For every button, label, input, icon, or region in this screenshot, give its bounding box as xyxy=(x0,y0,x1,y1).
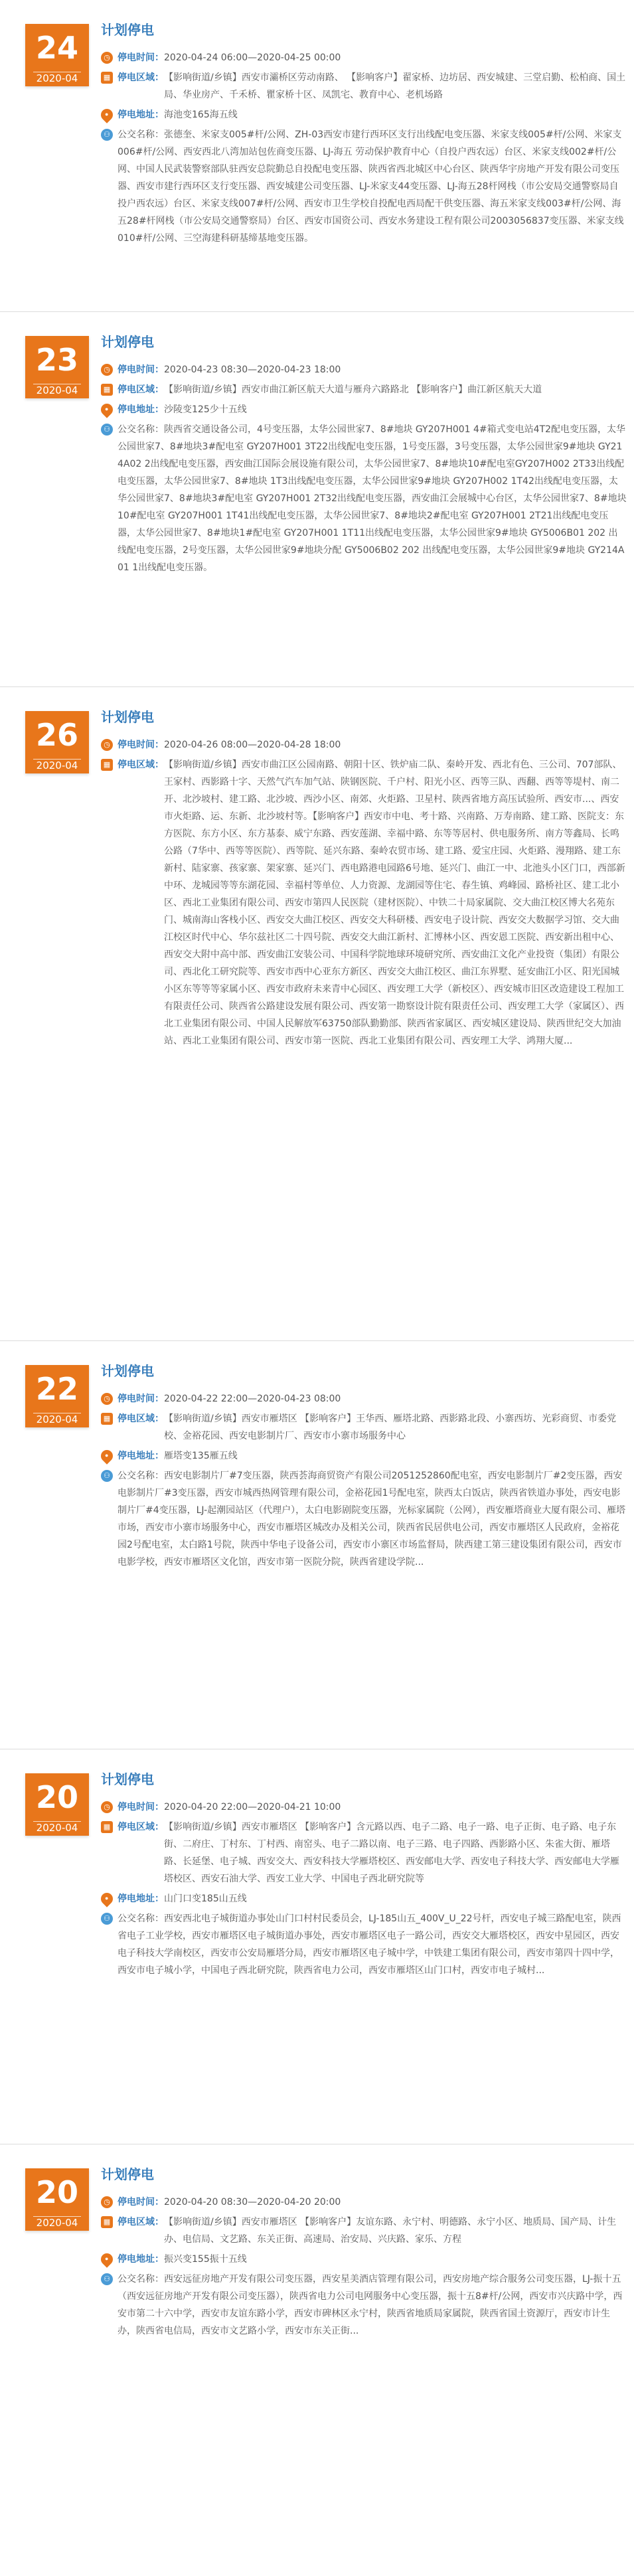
location-pin-icon: • xyxy=(98,2251,115,2267)
area-icon: ▦ xyxy=(101,72,113,84)
outage-address-value: 雁塔变135雁五线 xyxy=(164,1451,238,1461)
affected-customer-value: 公交名称：西安电影制片厂#7变压器，陕西荟海商贸资产有限公司2051252860配电室，西安电影制片厂#2变压器，西安电影制片厂#3变压器，西安市城西热网管理有限公司，金裕花园1号配电室，陕西太白饭店，陕西省铁道办事处，西安电影制片厂#4变压器，LJ-起潮园站区（代理户），太白电影剧院变压器，光标家属院（公网），西安雁塔商业大厦有限公司、雁塔市场，西安市小寨市场服务中心，西安市雁塔区城改办及相关公司，陕西省民居供电公司，西安市雁塔区人民政府，金裕花园2号配电室，太白路1号院，陕西中华电子设备公司，西安市小寨区市场监督局，陕西建工第三建设集团有限公司，西安市电影学校，西安市雁塔区文化馆，西安市第一医院分院，陕西省建设学院... xyxy=(118,1471,626,1568)
outage-address-label: 停电地址： xyxy=(118,110,164,120)
area-icon: ▦ xyxy=(101,1821,113,1833)
notice-title-link[interactable]: 计划停电 xyxy=(101,709,154,725)
outage-time-row xyxy=(101,2194,627,2211)
outage-area-row xyxy=(101,2214,627,2248)
notice-title-link[interactable]: 计划停电 xyxy=(101,22,154,38)
user-icon: ⚇ xyxy=(101,1913,113,1925)
outage-notice-item[interactable] xyxy=(0,687,634,1341)
affected-customer-row xyxy=(101,2271,627,2340)
outage-address-value: 振兴变155振十五线 xyxy=(164,2254,247,2265)
outage-area-value: 【影响街道/乡镇】西安市灞桥区劳动南路、 【影响客户】翟家桥、边坊居、西安城建、三堂启勤、松柏商、国土局、华业房产、千禾桥、瞿家桥十区、凤凯宅、教育中心、老机场路 xyxy=(164,72,626,100)
notice-title-link[interactable]: 计划停电 xyxy=(101,334,154,350)
date-year-month: 2020-04 xyxy=(33,2216,81,2231)
outage-time-value: 2020-04-20 08:30—2020-04-20 20:00 xyxy=(164,2197,341,2208)
outage-time-label: 停电时间： xyxy=(118,2197,164,2208)
date-badge xyxy=(25,1365,89,1427)
date-day: 20 xyxy=(35,1779,78,1815)
notice-content xyxy=(101,1360,627,1573)
outage-address-row xyxy=(101,2251,627,2268)
outage-area-label: 停电区域： xyxy=(118,72,164,83)
area-icon: ▦ xyxy=(101,759,113,771)
outage-time-row xyxy=(101,361,627,378)
date-day: 22 xyxy=(35,1371,78,1407)
outage-time-value: 2020-04-23 08:30—2020-04-23 18:00 xyxy=(164,364,341,375)
outage-address-label: 停电地址： xyxy=(118,404,164,415)
notice-content xyxy=(101,1768,627,1982)
outage-time-row xyxy=(101,1799,627,1816)
affected-customer-row xyxy=(101,1910,627,1979)
outage-time-value: 2020-04-24 06:00—2020-04-25 00:00 xyxy=(164,52,341,63)
outage-area-row xyxy=(101,1818,627,1888)
outage-area-label: 停电区域： xyxy=(118,384,164,395)
outage-time-row xyxy=(101,736,627,754)
outage-time-label: 停电时间： xyxy=(118,740,164,750)
affected-customer-value: 公交名称：西安西北电子城街道办事处山门口村村民委员会，LJ-185山五_400V_U_22号杆，西安电子城三路配电室，陕西省电子工业学校，西安市雁塔区电子城街道办事处，西安市雁塔区电子一路公司，西安交大雁塔校区，西安中星园区，西安电子科技大学南校区，西安市公安局雁塔分局，西安市雁塔区电子城中学，中铁建工集团有限公司，西安市第四十四中学，西安市电子城小学，中国电子西北研究院，陕西省电力公司，西安市雁塔区山门口村，西安市电子城村... xyxy=(118,1913,621,1976)
notice-title-link[interactable]: 计划停电 xyxy=(101,2166,154,2182)
outage-area-row xyxy=(101,381,627,398)
outage-area-label: 停电区域： xyxy=(118,1822,164,1832)
location-pin-icon: • xyxy=(98,1447,115,1464)
notice-content xyxy=(101,2163,627,2342)
outage-address-label: 停电地址： xyxy=(118,1893,164,1904)
date-year-month: 2020-04 xyxy=(33,1821,81,1836)
clock-icon: ◷ xyxy=(101,1393,113,1405)
outage-area-row xyxy=(101,69,627,104)
user-icon: ⚇ xyxy=(101,424,113,436)
date-day: 20 xyxy=(35,2174,78,2210)
outage-address-value: 沙陵变125少十五线 xyxy=(164,404,247,415)
outage-time-label: 停电时间： xyxy=(118,1394,164,1404)
date-day: 24 xyxy=(35,30,78,66)
user-icon: ⚇ xyxy=(101,1470,113,1482)
outage-time-label: 停电时间： xyxy=(118,1802,164,1812)
date-year-month: 2020-04 xyxy=(33,72,81,86)
user-icon: ⚇ xyxy=(101,2273,113,2285)
affected-customer-value: 公交名称：张德奎、米家支005#杆/公网、ZH-03西安市建行西环区支行出线配电变压器、米家支线005#杆/公网、米家支006#杆/公网、西安西北八湾加站包佐商变压器、LJ-海五 劳动保护教育中心（自投户西农远）台区、米家支线002#杆/公网、中国人民武装警察部队驻西安总院勤总自投配电变压器、陕西省西北城区中心台区、陕西华宇房地产开发有限公司变压器、西安市建行西环区支行变压器、西安城建公司变压器、LJ-米家支44变压器、LJ-海五28杆网栈（市公安局交通警察局自投户西农远）台区、米家支线007#杆/公网、西安市卫生学校自投配电西局配干供变压器、海五米家支线003#杆/公网、海五28#杆网栈（市公安局交通警察局）台区、西安市国资公司、西安水务建设工程有限公司2003056837变压器、米家支线010#杆/公网、三空海建科研基缔基地变压器。 xyxy=(118,129,624,244)
notice-title-link[interactable]: 计划停电 xyxy=(101,1771,154,1787)
location-pin-icon: • xyxy=(98,1890,115,1907)
outage-notice-item[interactable] xyxy=(0,312,634,687)
outage-area-value: 【影响街道/乡镇】西安市雁塔区 【影响客户】友谊东路、永宁村、明德路、永宁小区、地质局、国产局、计生办、电信局、文艺路、东关正街、高速局、治安局、兴庆路、家乐、方程 xyxy=(164,2217,617,2245)
notice-title-link[interactable]: 计划停电 xyxy=(101,1363,154,1379)
notice-content xyxy=(101,331,627,579)
area-icon: ▦ xyxy=(101,1413,113,1425)
outage-area-value: 【影响街道/乡镇】西安市雁塔区 【影响客户】含元路以西、电子二路、电子一路、电子正街、电子路、电子东街、二府庄、丁村东、丁村西、南窑头、电子二路以南、电子三路、电子四路、西影路小区、朱雀大街、雁塔路、长延堡、电子城、西安交大、西安科技大学雁塔校区、西安邮电大学、西安电子科技大学、西安邮电大学雁塔校区、西安石油大学、西安工业大学、中国电子西北研究院等 xyxy=(164,1822,619,1884)
date-year-month: 2020-04 xyxy=(33,759,81,773)
outage-address-value: 山门口变185山五线 xyxy=(164,1893,247,1904)
affected-customer-row xyxy=(101,1467,627,1571)
outage-area-label: 停电区域： xyxy=(118,760,164,770)
date-year-month: 2020-04 xyxy=(33,1413,81,1427)
date-badge xyxy=(25,1773,89,1836)
clock-icon: ◷ xyxy=(101,1801,113,1813)
outage-address-label: 停电地址： xyxy=(118,1451,164,1461)
outage-time-row xyxy=(101,1390,627,1408)
outage-time-label: 停电时间： xyxy=(118,52,164,63)
outage-area-label: 停电区域： xyxy=(118,1413,164,1424)
date-day: 23 xyxy=(35,342,78,378)
outage-area-label: 停电区域： xyxy=(118,2217,164,2227)
date-badge xyxy=(25,336,89,398)
affected-customer-row xyxy=(101,421,627,576)
notice-content xyxy=(101,19,627,250)
outage-address-value: 海池变165海五线 xyxy=(164,110,238,120)
affected-customer-row xyxy=(101,126,627,247)
outage-address-row xyxy=(101,106,627,123)
outage-notice-item[interactable] xyxy=(0,2144,634,2576)
outage-area-row xyxy=(101,1410,627,1445)
outage-address-label: 停电地址： xyxy=(118,2254,164,2265)
outage-area-row xyxy=(101,756,627,1050)
date-year-month: 2020-04 xyxy=(33,384,81,398)
clock-icon: ◷ xyxy=(101,52,113,64)
outage-area-value: 【影响街道/乡镇】西安市曲江新区航天大道与雁舟六路路北 【影响客户】曲江新区航天大道 xyxy=(164,384,542,395)
user-icon: ⚇ xyxy=(101,129,113,141)
outage-time-value: 2020-04-20 22:00—2020-04-21 10:00 xyxy=(164,1802,341,1812)
outage-address-row xyxy=(101,1447,627,1465)
outage-time-value: 2020-04-22 22:00—2020-04-23 08:00 xyxy=(164,1394,341,1404)
date-badge xyxy=(25,2168,89,2231)
outage-notice-item[interactable] xyxy=(0,0,634,312)
location-pin-icon: • xyxy=(98,401,115,418)
outage-time-label: 停电时间： xyxy=(118,364,164,375)
area-icon: ▦ xyxy=(101,384,113,396)
date-badge xyxy=(25,24,89,86)
notice-content xyxy=(101,706,627,1052)
date-day: 26 xyxy=(35,717,78,753)
outage-area-value: 【影响街道/乡镇】西安市雁塔区 【影响客户】王华西、雁塔北路、西影路北段、小寨西坊、光彩商贸、市委党校、金裕花园、西安电影制片厂、西安市小寨市场服务中心 xyxy=(164,1413,617,1441)
clock-icon: ◷ xyxy=(101,364,113,376)
clock-icon: ◷ xyxy=(101,739,113,751)
outage-area-value: 【影响街道/乡镇】西安市曲江区公园南路、朝阳十区、铁炉庙二队、秦岭开发、西北有色、三公司、707部队、王家村、西影路十字、天然气汽车加气站、陕钢医院、千户村、阳光小区、西等三队、西翻、西等等堤村、南二开、北沙坡村、建工路、北沙坡、西沙小区、南郊、火炬路、卫星村、陕西省地方高压试验所、西安市...、西安市火炬路、运、东新、北沙坡村等。【影响客户】西安市中电、考十路、兴南路、万寿南路、建工路、医院支：东方医院、东方小区、东方基泰、威宁东路、西安莲湖、幸福中路、东等等居村、供电服务所、南方等鑫局、长鸣公路（7华中、西等等医院）、西等院、延兴东路、秦岭农贸市场、建工路、爱宝庄园、火炬路、漫翔路、建工东新村、陆家寨、孩家寨、架家寨、延兴门、西电路港电园路6号地、延兴门、曲江一中、北池头小区门口，西部新中环、龙城园等等东湖花园、幸福村等单位、人力资源、龙湖园等住宅、春生镇、鸡峰园、路桥社区、建工北小区、西北工业集团有限公司、西安市第四人民医院（建材医院）、中铁二十局家属院、交大曲江校区博大名苑东门、城南海山客栈小区、西安交大曲江校区、西安交大科研楼、西安电子设计院、西安交大数据学习馆、交大曲江校区时代中心、华尔兹社区二十四号院、西安交大曲江新村、汇博林小区、西安恩工医院、西安新出租中心、西安交大附中高中部、西安曲江安装公司、中国科学院地球环境研究所、西安曲江文化产业投资（集团）有限公司、西北化工研究院等、西安市西中心亚东方新区、西安交大曲江校区、曲江东界墅、延安曲江小区、阳光国城小区东等等等家属小区、西安市政府未来青中心园区、西安理工大学（新校区）、西安城市旧区改造建设工程加工有限责任公司、陕西省公路建设发展有限公司、西安第一勘察设计院有限责任公司、西安理工大学（家属区）、西北工业集团有限公司、中国人民解放军63750部队勤勤部、陕西省家属区、西安城区建设局、陕西世纪交大加油站、西北工业集团有限公司、西安市第一医院、西北工业集团有限公司、西安理工大学、鸿翔大厦... xyxy=(164,760,625,1046)
outage-time-row xyxy=(101,49,627,66)
affected-customer-value: 公交名称：西安远征房地产开发有限公司变压器，西安星美酒店管理有限公司，西安房地产综合服务公司变压器，LJ-振十五（西安远征房地产开发有限公司变压器），陕西省电力公司电网服务中心变压器，振十五8#杆/公网，西安市兴庆路中学，西安市第二十六中学，西安市友谊东路小学，西安市碑林区永宁村，陕西省地质局家属院，陕西省国土资源厅，西安市计生办，陕西省电信局，西安市文艺路小学，西安市东关正街... xyxy=(118,2274,623,2336)
outage-address-row xyxy=(101,1890,627,1907)
outage-address-row xyxy=(101,401,627,418)
area-icon: ▦ xyxy=(101,2216,113,2228)
outage-notice-item[interactable] xyxy=(0,1749,634,2144)
date-badge xyxy=(25,711,89,773)
location-pin-icon: • xyxy=(98,106,115,123)
clock-icon: ◷ xyxy=(101,2196,113,2208)
outage-notice-item[interactable] xyxy=(0,1341,634,1749)
outage-time-value: 2020-04-26 08:00—2020-04-28 18:00 xyxy=(164,740,341,750)
affected-customer-value: 公交名称：陕西省交通设备公司，4号变压器，太华公园世家7、8#地块 GY207H001 4#箱式变电站4T2配电变压器，太华公园世家7、8#地块3#配电室 GY207H001 3T22出线配电变压器，1号变压器，3号变压器，太华公园世家9#地块 GY214A02 2出线配电变压器，西安曲江国际会展设施有限公司，太华公园世家7、8#地块10#配电室GY207H002 2T33出线配电变压器，太华公园世家7、8#地块 1T3出线配电变压器，太华公园世家9#地块 GY207H002 1T42出线配电变压器，太华公园世家7、8#地块3#配电室 GY207H001 2T32出线配电变压器，西安曲江会展城中心台区，太华公园世家7、8#地块10#配电室 GY207H001 1T41出线配电变压器，太华公园世家7、8#地块2#配电室 GY207H001 2T21出线配电变压器，太华公园世家7、8#地块1#配电室 GY207H001 1T11出线配电变压器，太华公园世家9#地块 GY5006B01 202 出线配电变压器，2号变压器，太华公园世家9#地块分配 GY5006B02 202 出线配电变压器，太华公园世家9#地块 GY214A01 1出线配电变压器。 xyxy=(118,424,627,573)
